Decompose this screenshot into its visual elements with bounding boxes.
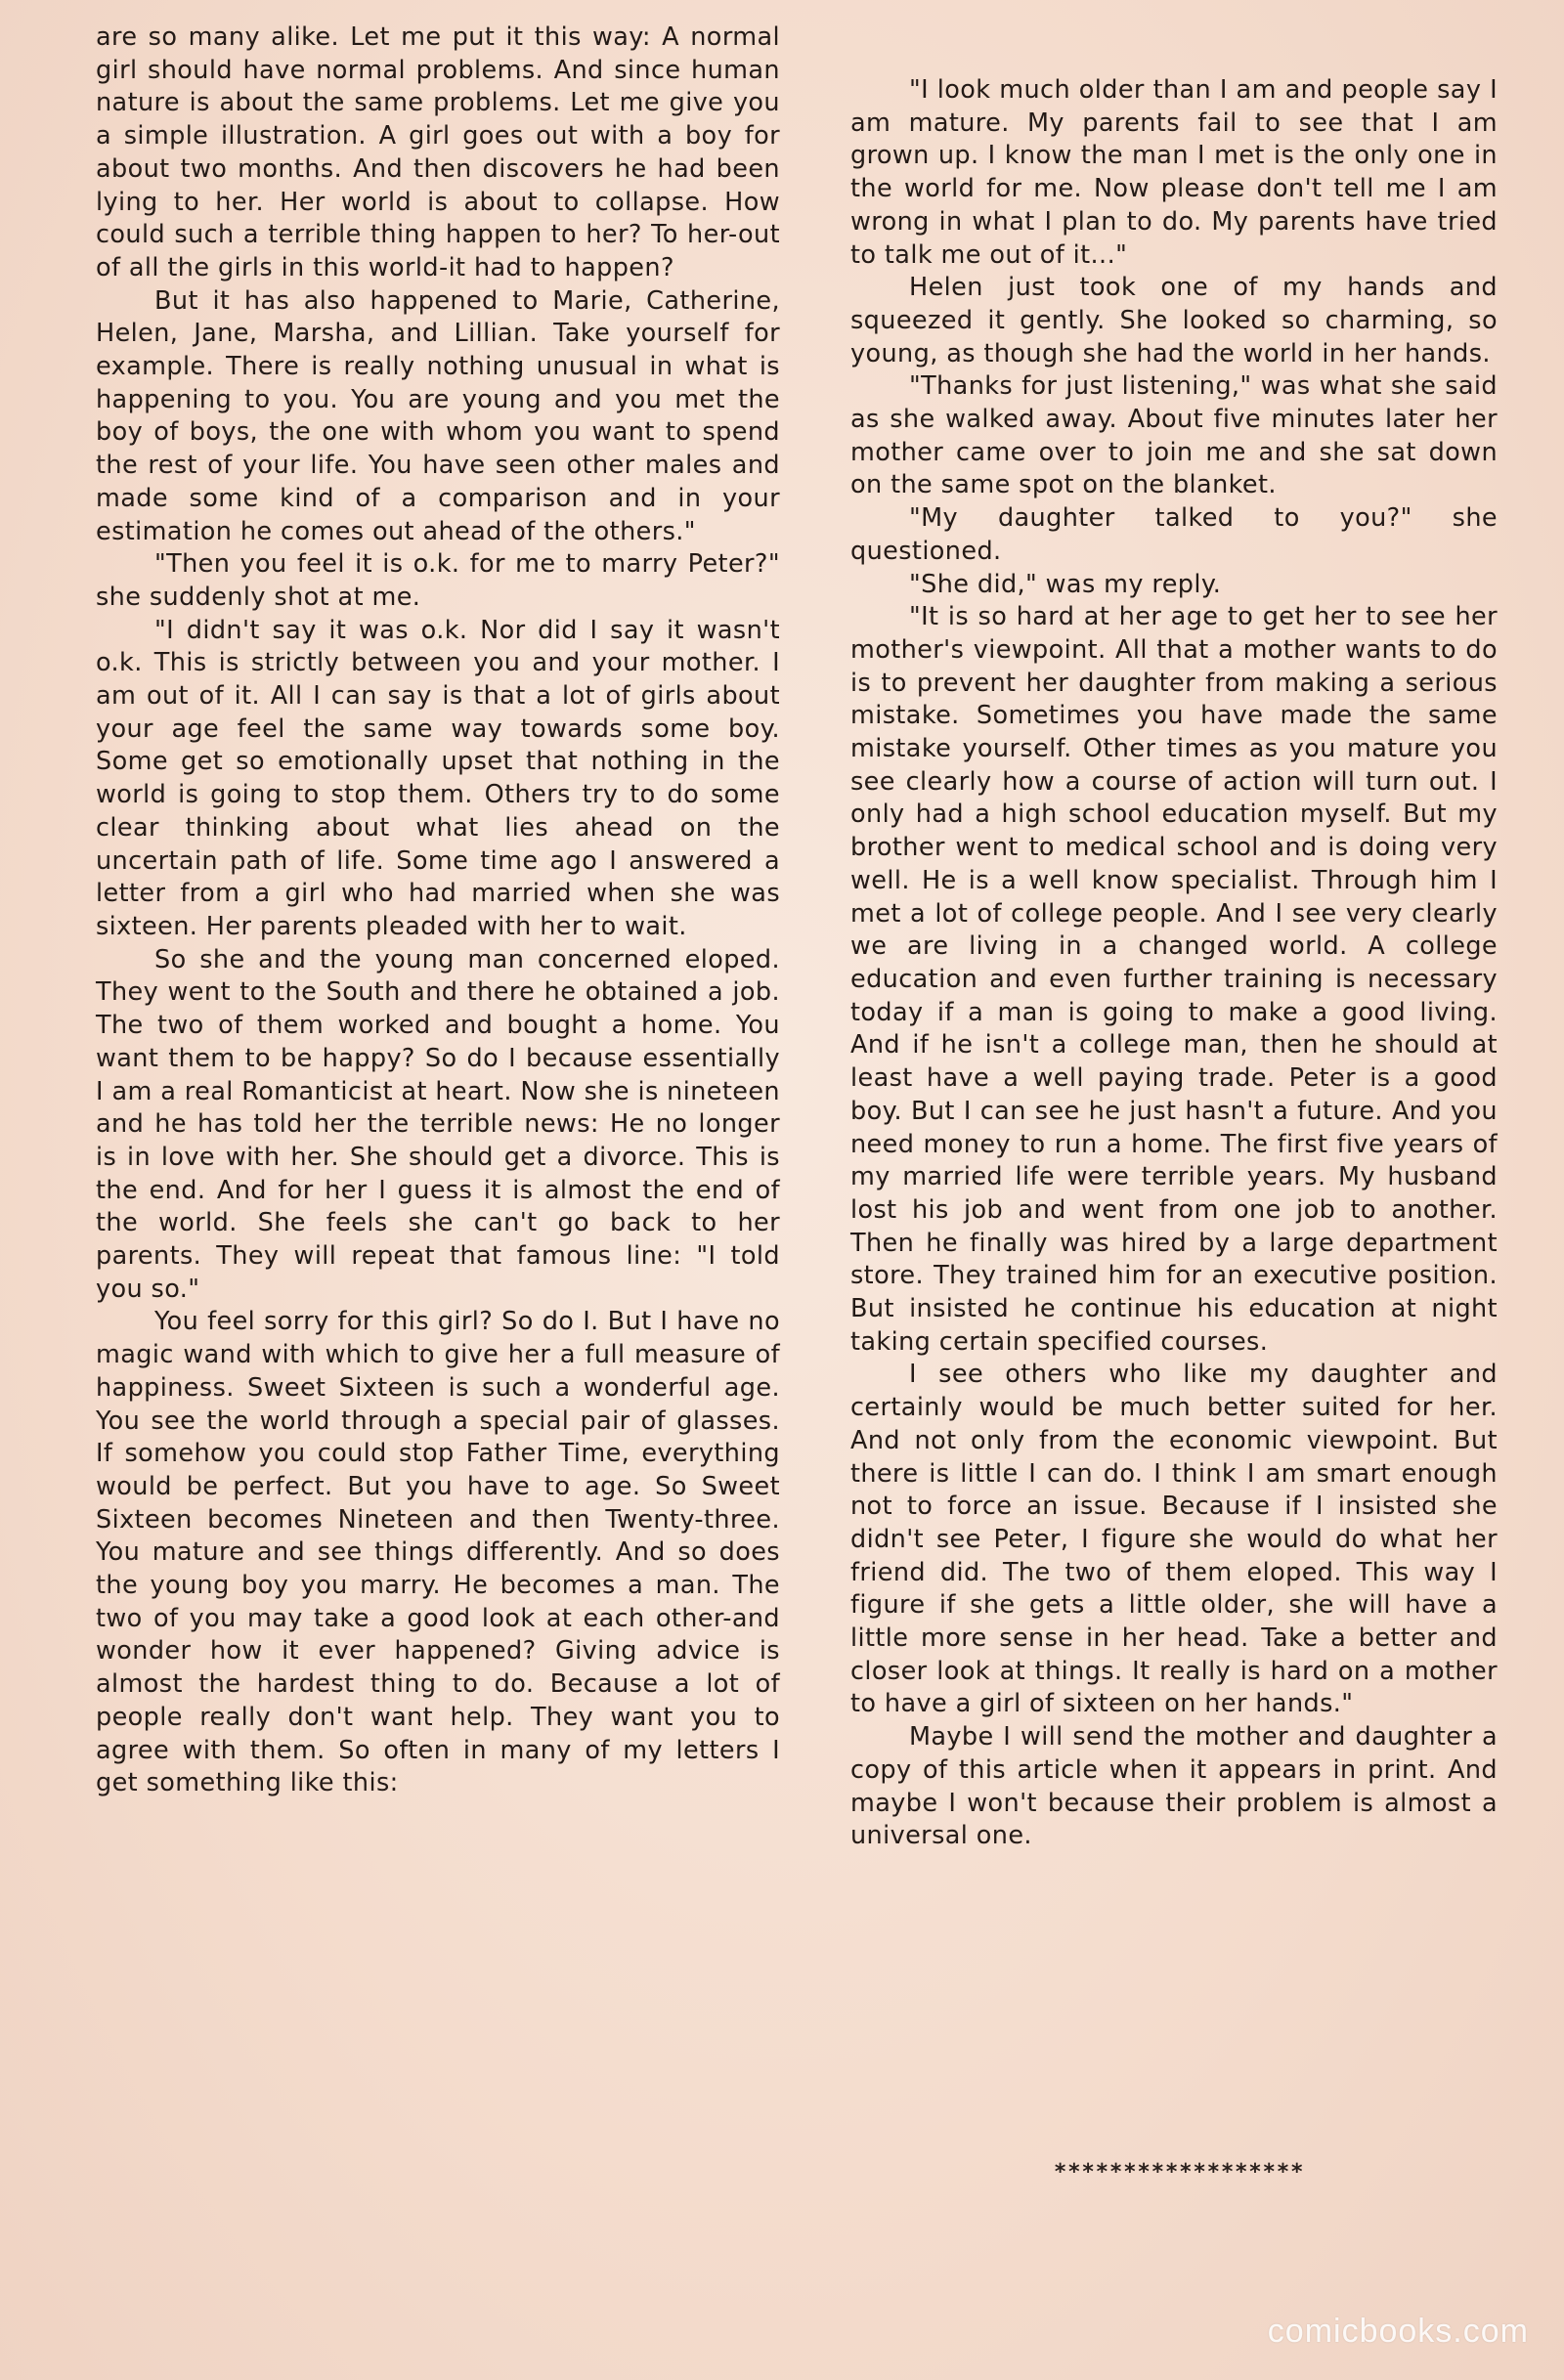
right-paragraph-1: "I look much older than I am and people say I am mature. My parents fail to see that I am grown up. I know the man I met is the only one in the world for me. Now please don't tell me I am wrong in what I plan to do. My parents have tried to talk me out of it..." bbox=[850, 75, 1498, 270]
left-column bbox=[96, 22, 780, 1800]
right-paragraph-5: "She did," was my reply. bbox=[909, 569, 1222, 599]
right-paragraph-4: "My daughter talked to you?" she questioned. bbox=[850, 503, 1498, 566]
right-paragraph-3: "Thanks for just listening," was what she said as she walked away. About five minutes later her mother came over to join me and she sat down on the same spot on the blanket. bbox=[850, 371, 1498, 500]
left-paragraph-3: "Then you feel it is o.k. for me to marry Peter?" she suddenly shot at me. bbox=[96, 549, 780, 612]
right-paragraph-6: "It is so hard at her age to get her to see her mother's viewpoint. All that a mother wants to do is to prevent her daughter from making a serious mistake. Sometimes you have made the same mistake yourself. Other times as you mature you see clearly how a course of action will turn out. I only had a high school education myself. But my brother went to medical school and is doing very well. He is a well know specialist. Through him I met a lot of college people. And I see very clearly we are living in a changed world. A college education and even further training is necessary today if a man is going to make a good living. And if he isn't a college man, then he should at least have a well paying trade. Peter is a good boy. But I can see he just hasn't a future. And you need money to run a home. The first five years of my married life were terrible years. My husband lost his job and went from one job to another. Then he finally was hired by a large department store. They trained him for an executive position. But insisted he continue his education at night taking certain specified courses. bbox=[850, 602, 1498, 1357]
left-paragraph-2: But it has also happened to Marie, Catherine, Helen, Jane, Marsha, and Lillian. Take yourself for example. There is really nothing unusual in what is happening to you. You are young and you met the boy of boys, the one with whom you want to spend the rest of your life. You have seen other males and made some kind of a comparison and in your estimation he comes out ahead of the others." bbox=[96, 285, 780, 546]
watermark-text: comicbooks.com bbox=[1267, 2313, 1529, 2350]
section-separator: ****************** bbox=[1054, 2160, 1305, 2185]
left-paragraph-6: You feel sorry for this girl? So do I. But I have no magic wand with which to give her a full measure of happiness. Sweet Sixteen is such a wonderful age. You see the world through a special pair of glasses. If somehow you could stop Father Time, everything would be perfect. But you have to age. So Sweet Sixteen becomes Nineteen and then Twenty-three. You mature and see things differently. And so does the young boy you marry. He becomes a man. The two of you may take a good look at each other-and wonder how it ever happened? Giving advice is almost the hardest thing to do. Because a lot of people really don't want help. They want you to agree with them. So often in many of my letters I get something like this: bbox=[96, 1307, 780, 1798]
right-column bbox=[850, 74, 1498, 1853]
left-paragraph-5: So she and the young man concerned eloped. They went to the South and there he obtained a job. The two of them worked and bought a home. You want them to be happy? So do I because essentially I am a real Romanticist at heart. Now she is nineteen and he has told her the terrible news: He no longer is in love with her. She should get a divorce. This is the end. And for her I guess it is almost the end of the world. She feels she can't go back to her parents. They will repeat that famous line: "I told you so." bbox=[96, 944, 780, 1304]
right-paragraph-2: Helen just took one of my hands and squeezed it gently. She looked so charming, so young, as though she had the world in her hands. bbox=[850, 273, 1498, 368]
left-paragraph-1: are so many alike. Let me put it this way: A normal girl should have normal problems. And since human nature is about the same problems. Let me give you a simple illustration. A girl goes out with a boy for about two months. And then discovers he had been lying to her. Her world is about to collapse. How could such a terrible thing happen to her? To her-out of all the girls in this world-it had to happen? bbox=[96, 22, 780, 282]
right-paragraph-7: I see others who like my daughter and certainly would be much better suited for her. And not only from the economic viewpoint. But there is little I can do. I think I am smart enough not to force an issue. Because if I insisted she didn't see Peter, I figure she would do what her friend did. The two of them eloped. This way I figure if she gets a little older, she will have a little more sense in her head. Take a better and closer look at things. It really is hard on a mother to have a girl of sixteen on her hands." bbox=[850, 1360, 1498, 1719]
left-paragraph-4: "I didn't say it was o.k. Nor did I say it wasn't o.k. This is strictly between you and your mother. I am out of it. All I can say is that a lot of girls about your age feel the same way towards some boy. Some get so emotionally upset that nothing in the world is going to stop them. Others try to do some clear thinking about what lies ahead on the uncertain path of life. Some time ago I answered a letter from a girl who had married when she was sixteen. Her parents pleaded with her to wait. bbox=[96, 615, 780, 941]
right-paragraph-8: Maybe I will send the mother and daughter a copy of this article when it appears in print. And maybe I won't because their problem is almost a universal one. bbox=[850, 1722, 1498, 1851]
